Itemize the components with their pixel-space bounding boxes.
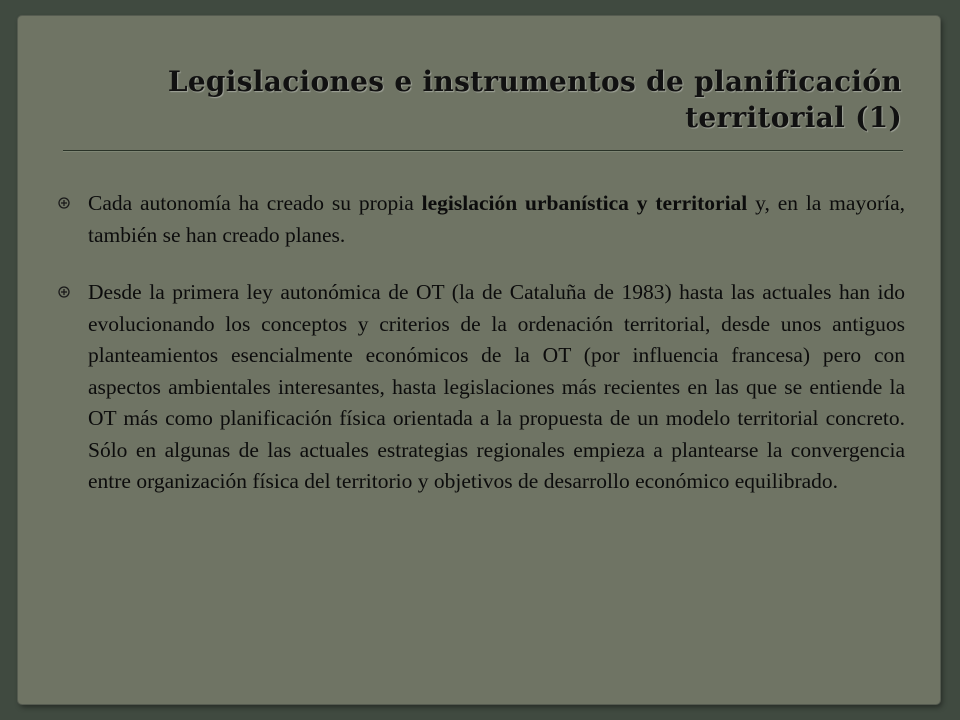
circled-plus-icon bbox=[58, 286, 70, 298]
bullet-text: Desde la primera ley autonómica de OT (la de Cataluña de 1983) hasta las actuales han ido evolucionando los conceptos y criterios de la ordenación territorial, desde unos antiguos planteamientos esencialmente económicos de la OT (por influencia francesa) pero con aspectos ambientales interesantes, hasta legislaciones más recientes en las que se entiende la OT más como planificación física orientada a la propuesta de un modelo territorial concreto. Sólo en algunas de las actuales estrategias regionales empieza a plantearse la convergencia entre organización física del territorio y objetivos de desarrollo económico equilibrado. bbox=[88, 280, 905, 493]
bullet-text: y, en la mayoría, también se han creado planes. bbox=[88, 191, 905, 247]
bullet-item bbox=[58, 277, 905, 498]
circled-plus-icon bbox=[58, 197, 70, 209]
bullet-bold-text: legislación urbanística y territorial bbox=[421, 191, 748, 215]
slide-title: Legislaciones e instrumentos de planificación territorial (1) bbox=[167, 65, 902, 134]
bullet-item bbox=[58, 188, 905, 251]
title-divider bbox=[63, 150, 903, 152]
bullet-text: Cada autonomía ha creado su propia bbox=[88, 191, 422, 215]
bullet-list bbox=[58, 188, 905, 524]
